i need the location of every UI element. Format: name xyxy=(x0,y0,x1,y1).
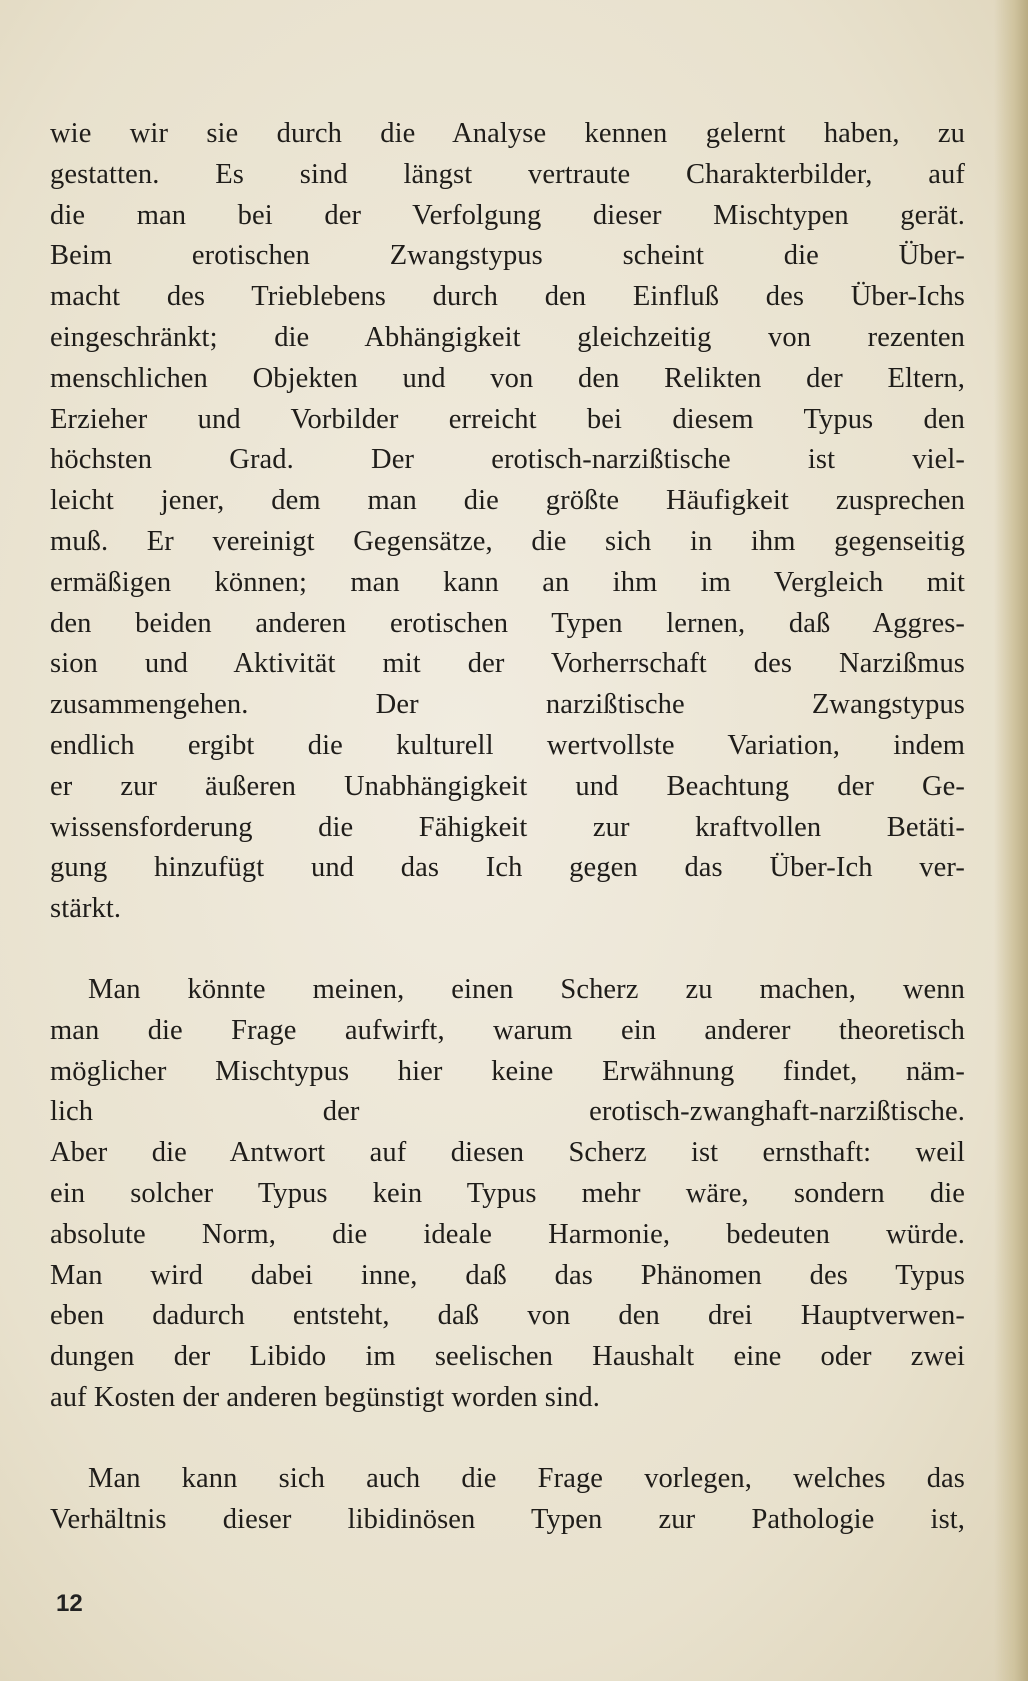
text-line: den beiden anderen erotischen Typen lernen, daß Aggres- xyxy=(50,607,965,639)
text-line: wie wir sie durch die Analyse kennen gelernt haben, zu xyxy=(50,118,965,149)
text-line: gung hinzufügt und das Ich gegen das Über-Ich ver- xyxy=(50,852,965,884)
text-line: Man könnte meinen, einen Scherz zu machen, wenn xyxy=(88,973,965,1005)
text-line: möglicher Mischtypus hier keine Erwähnung findet, näm- xyxy=(50,1055,965,1087)
text-line: zusammengehen. Der narzißtische Zwangstypus xyxy=(50,689,965,721)
text-line: leicht jener, dem man die größte Häufigkeit zusprechen xyxy=(50,485,965,517)
text-line: Man kann sich auch die Frage vorlegen, welches das xyxy=(88,1462,965,1494)
body-text xyxy=(50,114,965,1540)
text-line: gestatten. Es sind längst vertraute Charakterbilder, auf xyxy=(50,158,965,190)
text-line: Aber die Antwort auf diesen Scherz ist ernsthaft: weil xyxy=(50,1137,965,1169)
text-line: höchsten Grad. Der erotisch-narzißtische ist viel- xyxy=(50,444,965,476)
text-line: er zur äußeren Unabhängigkeit und Beachtung der Ge- xyxy=(50,770,965,802)
page-edge-shadow xyxy=(994,0,1028,1681)
text-line: ermäßigen können; man kann an ihm im Vergleich mit xyxy=(50,566,965,598)
text-line: absolute Norm, die ideale Harmonie, bedeuten würde. xyxy=(50,1218,965,1250)
text-line: menschlichen Objekten und von den Relikten der Eltern, xyxy=(50,362,965,394)
text-line: man die Frage aufwirft, warum ein anderer theoretisch xyxy=(50,1014,965,1046)
text-line: ein solcher Typus kein Typus mehr wäre, sondern die xyxy=(50,1177,965,1209)
text-line: sion und Aktivität mit der Vorherrschaft des Narzißmus xyxy=(50,648,965,680)
text-line: auf Kosten der anderen begünstigt worden sind. xyxy=(50,1381,600,1413)
text-line: Man wird dabei inne, daß das Phänomen des Typus xyxy=(50,1259,965,1291)
text-line: eben dadurch entsteht, daß von den drei Hauptverwen- xyxy=(50,1300,965,1332)
text-line: endlich ergibt die kulturell wertvollste Variation, indem xyxy=(50,729,965,761)
text-line: macht des Trieblebens durch den Einfluß des Über-Ichs xyxy=(50,281,965,313)
text-line: muß. Er vereinigt Gegensätze, die sich in ihm gegenseitig xyxy=(50,525,965,557)
text-line: Erzieher und Vorbilder erreicht bei diesem Typus den xyxy=(50,403,965,435)
text-line: wissensforderung die Fähigkeit zur kraftvollen Betäti- xyxy=(50,811,965,843)
text-line: Beim erotischen Zwangstypus scheint die Über- xyxy=(50,240,965,272)
text-line: die man bei der Verfolgung dieser Mischtypen gerät. xyxy=(50,199,965,231)
text-line: stärkt. xyxy=(50,893,122,925)
text-line: dungen der Libido im seelischen Haushalt eine oder zwei xyxy=(50,1341,965,1373)
text-line: lich der erotisch-zwanghaft-narzißtische. xyxy=(50,1096,965,1128)
text-line: Verhältnis dieser libidinösen Typen zur Pathologie ist, xyxy=(50,1503,965,1535)
text-line: eingeschränkt; die Abhängigkeit gleichzeitig von rezenten xyxy=(50,321,965,353)
page-number: 12 xyxy=(56,1590,83,1617)
